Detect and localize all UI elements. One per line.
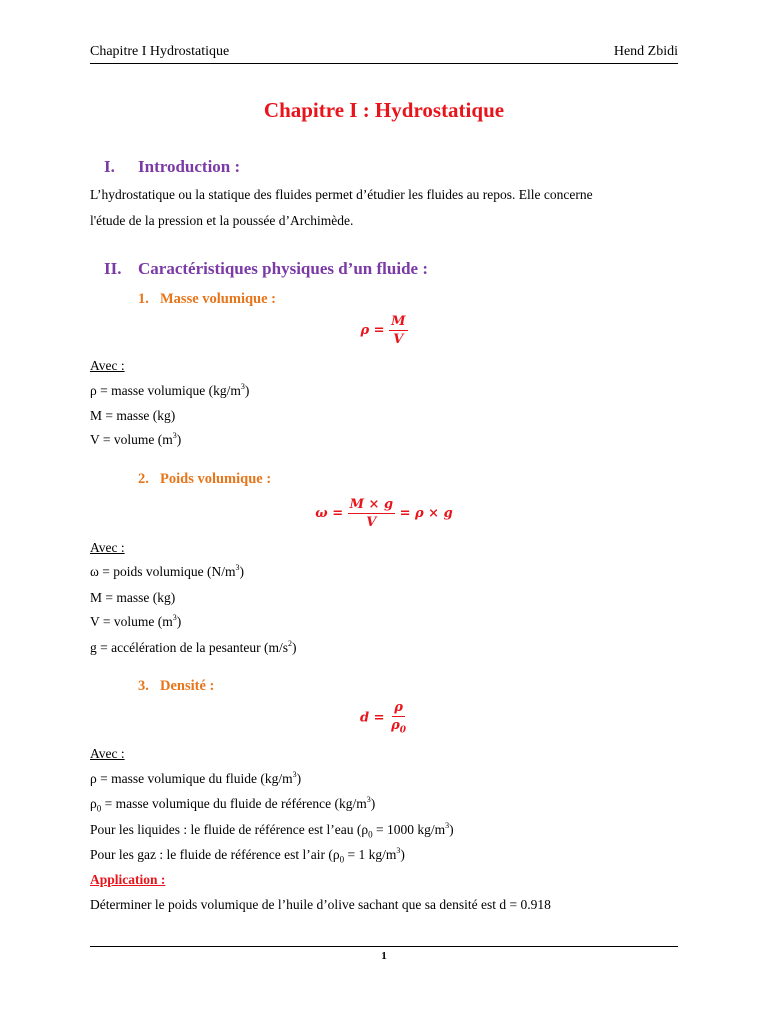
definition-tail: ): [370, 796, 376, 811]
fraction-denominator: V: [393, 332, 404, 347]
application-text: Déterminer le poids volumique de l’huile d’olive sachant que sa densité est d = 0.918: [90, 897, 551, 912]
avec-label: Avec :: [90, 746, 125, 761]
fraction-numerator: ρ: [394, 700, 403, 715]
superscript: 3: [445, 821, 450, 830]
header-author: Hend Zbidi: [613, 44, 678, 59]
fraction-numerator: M: [391, 314, 406, 329]
subsection-heading-poids-volumique: [138, 471, 271, 488]
formula-densite: [0, 700, 768, 736]
superscript: 3: [235, 563, 240, 572]
fraction: [389, 700, 408, 736]
chapter-title: Chapitre I : Hydrostatique: [263, 98, 505, 122]
subsection-number: 2.: [138, 471, 149, 487]
subsection-title: Masse volumique :: [160, 291, 276, 307]
definition-tail: ): [449, 822, 454, 837]
section-title: Caractéristiques physiques d’un fluide :: [138, 259, 428, 278]
avec-label: Avec :: [90, 540, 125, 555]
subscript: 0: [399, 725, 406, 736]
symbol: ρ: [90, 796, 97, 811]
section-heading-introduction: [104, 157, 240, 177]
definition-tail: ): [292, 640, 297, 655]
avec-label: Avec :: [90, 358, 125, 373]
definition-text: M = masse (kg): [90, 408, 176, 423]
superscript: 3: [240, 382, 245, 391]
definition-tail: ): [296, 771, 302, 786]
superscript: 3: [396, 846, 401, 855]
definition-line: [90, 590, 175, 606]
definition-line: [90, 383, 249, 399]
definition-text: g = accélération de la pesanteur (m/s: [90, 640, 289, 655]
subsection-number: 1.: [138, 291, 149, 307]
subsection-heading-masse-volumique: [138, 291, 276, 308]
definition-tail: ): [176, 432, 182, 447]
definition-mid: = 1 kg/m: [344, 847, 397, 862]
fraction-numerator: M × g: [349, 497, 394, 512]
superscript: 3: [172, 613, 177, 622]
definition-text: ρ = masse volumique (kg/m: [90, 383, 241, 398]
formula-lhs: ρ =: [360, 323, 385, 338]
intro-line: L’hydrostatique ou la statique des fluides permet d’étudier les fluides au repos. Elle concerne: [90, 187, 593, 202]
definition-text: ω = poids volumique (N/m: [90, 564, 236, 579]
subscript: 0: [368, 829, 373, 840]
definition-line: [90, 432, 181, 448]
subscript: 0: [96, 803, 102, 814]
definition-text: M = masse (kg): [90, 590, 176, 605]
header-chapter: Chapitre I Hydrostatique: [90, 44, 230, 59]
formula-lhs: ω =: [315, 506, 344, 521]
denominator-symbol: ρ: [391, 718, 400, 733]
definition-line: [90, 640, 297, 656]
fraction-denominator: [389, 717, 408, 736]
definition-line: [90, 408, 175, 424]
superscript: 3: [366, 795, 371, 804]
definition-tail: ): [176, 614, 182, 629]
fraction: [389, 314, 407, 347]
definition-mid: = 1000 kg/m: [372, 822, 446, 837]
fraction: [348, 497, 395, 530]
subscript: 0: [339, 854, 345, 865]
definition-text: ρ = masse volumique du fluide (kg/m: [90, 771, 293, 786]
footer-rule: [90, 946, 678, 947]
formula-rhs: = ρ × g: [399, 506, 453, 521]
definition-line: [90, 564, 244, 580]
formula-poids-volumique: [0, 497, 768, 530]
subsection-number: 3.: [138, 678, 149, 694]
definition-text: V = volume (m: [90, 614, 173, 629]
definition-text: Pour les gaz : le fluide de référence est l’air (ρ: [90, 847, 340, 862]
formula-masse-volumique: [0, 314, 768, 347]
intro-line: l'étude de la pression et la poussée d’Archimède.: [90, 213, 354, 228]
section-heading-characteristics: [104, 259, 428, 279]
section-number: II.: [104, 259, 122, 278]
page-number: 1: [381, 950, 387, 962]
section-title: Introduction :: [138, 157, 241, 176]
superscript: 3: [172, 431, 177, 440]
definition-line: [90, 771, 301, 787]
section-number: I.: [104, 157, 115, 176]
superscript: 3: [292, 770, 297, 779]
fraction-denominator: V: [366, 515, 377, 530]
definition-text: V = volume (m: [90, 432, 173, 447]
subsection-title: Densité :: [160, 678, 215, 694]
subsection-title: Poids volumique :: [160, 471, 272, 487]
definition-line: [90, 822, 454, 840]
definition-tail: ): [400, 847, 405, 862]
definition-tail: ): [239, 564, 244, 579]
definition-text: Pour les liquides : le fluide de référence est l’eau (ρ: [90, 822, 369, 837]
formula-lhs: d =: [360, 710, 385, 726]
definition-tail: ): [244, 383, 250, 398]
definition-line: [90, 796, 375, 814]
subsection-heading-densite: [138, 678, 214, 695]
header-rule: [90, 63, 678, 64]
definition-line: [90, 614, 181, 630]
superscript: 2: [288, 639, 293, 648]
definition-line: [90, 847, 405, 865]
definition-text: = masse volumique du fluide de référence (kg/m: [101, 796, 367, 811]
application-label: Application :: [90, 872, 166, 887]
intro-paragraph: [90, 182, 678, 234]
